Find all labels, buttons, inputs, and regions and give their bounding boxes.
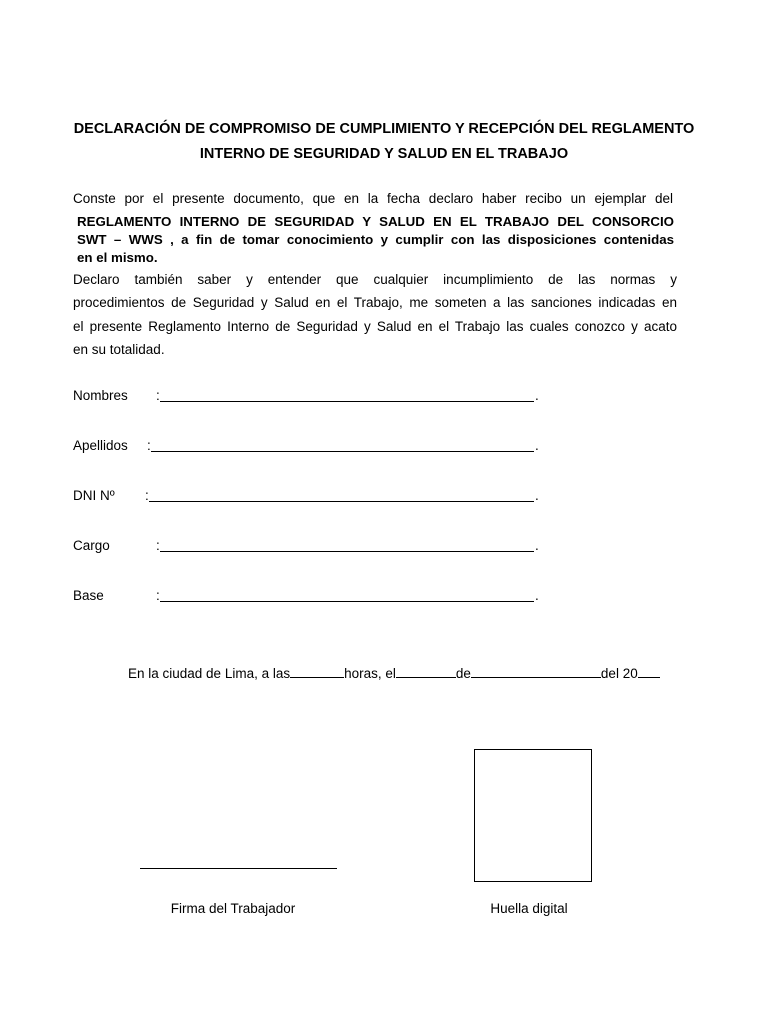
field-label: Apellidos (73, 438, 128, 453)
fingerprint-box[interactable] (474, 749, 592, 882)
hours-blank[interactable] (290, 665, 344, 678)
base-input-line[interactable] (160, 601, 534, 602)
field-colon: : (156, 588, 160, 603)
field-colon: : (156, 388, 160, 403)
field-end: . (535, 488, 539, 503)
dni-input-line[interactable] (149, 501, 534, 502)
field-label: DNI Nº (73, 488, 115, 503)
date-statement (128, 665, 660, 681)
regulation-reference (77, 213, 674, 267)
day-blank[interactable] (396, 665, 456, 678)
cargo-input-line[interactable] (160, 551, 534, 552)
declaration-line: procedimientos de Seguridad y Salud en el Trabajo, me someten a las sanciones indicadas en (73, 295, 677, 310)
date-text-city: En la ciudad de Lima, a las (128, 666, 291, 681)
field-colon: : (156, 538, 160, 553)
field-colon: : (147, 438, 151, 453)
field-end: . (535, 438, 539, 453)
field-colon: : (145, 488, 149, 503)
intro-paragraph: Conste por el presente documento, que en la fecha declaro haber recibo un ejemplar del (73, 191, 673, 206)
fingerprint-label: Huella digital (490, 901, 568, 916)
field-end: . (535, 538, 539, 553)
date-text-hours: horas, el (344, 666, 396, 681)
date-text-year: del 20 (600, 666, 638, 681)
year-blank[interactable] (638, 665, 660, 678)
regulation-line: en el mismo. (77, 250, 158, 265)
document-title-line-2: INTERNO DE SEGURIDAD Y SALUD EN EL TRABAJO (199, 146, 569, 162)
field-label: Base (73, 588, 104, 603)
date-text-of: de (455, 666, 471, 681)
field-end: . (535, 388, 539, 403)
signature-line[interactable] (140, 868, 337, 869)
field-end: . (535, 588, 539, 603)
apellidos-input-line[interactable] (151, 451, 534, 452)
declaration-line: el presente Reglamento Interno de Seguridad y Salud en el Trabajo las cuales conozco y acato (73, 319, 677, 334)
nombres-input-line[interactable] (160, 401, 534, 402)
regulation-line: SWT – WWS , a fin de tomar conocimiento y cumplir con las disposiciones contenidas (77, 232, 674, 247)
regulation-line: REGLAMENTO INTERNO DE SEGURIDAD Y SALUD EN EL TRABAJO DEL CONSORCIO (77, 214, 674, 229)
signature-label: Firma del Trabajador (170, 901, 296, 916)
declaration-line: en su totalidad. (73, 342, 165, 357)
month-blank[interactable] (471, 665, 601, 678)
declaration-line: Declaro también saber y entender que cualquier incumplimiento de las normas y (73, 272, 677, 287)
document-title-line-1: DECLARACIÓN DE COMPROMISO DE CUMPLIMIENTO Y RECEPCIÓN DEL REGLAMENTO (73, 121, 695, 137)
field-label: Cargo (73, 538, 110, 553)
field-label: Nombres (73, 388, 128, 403)
